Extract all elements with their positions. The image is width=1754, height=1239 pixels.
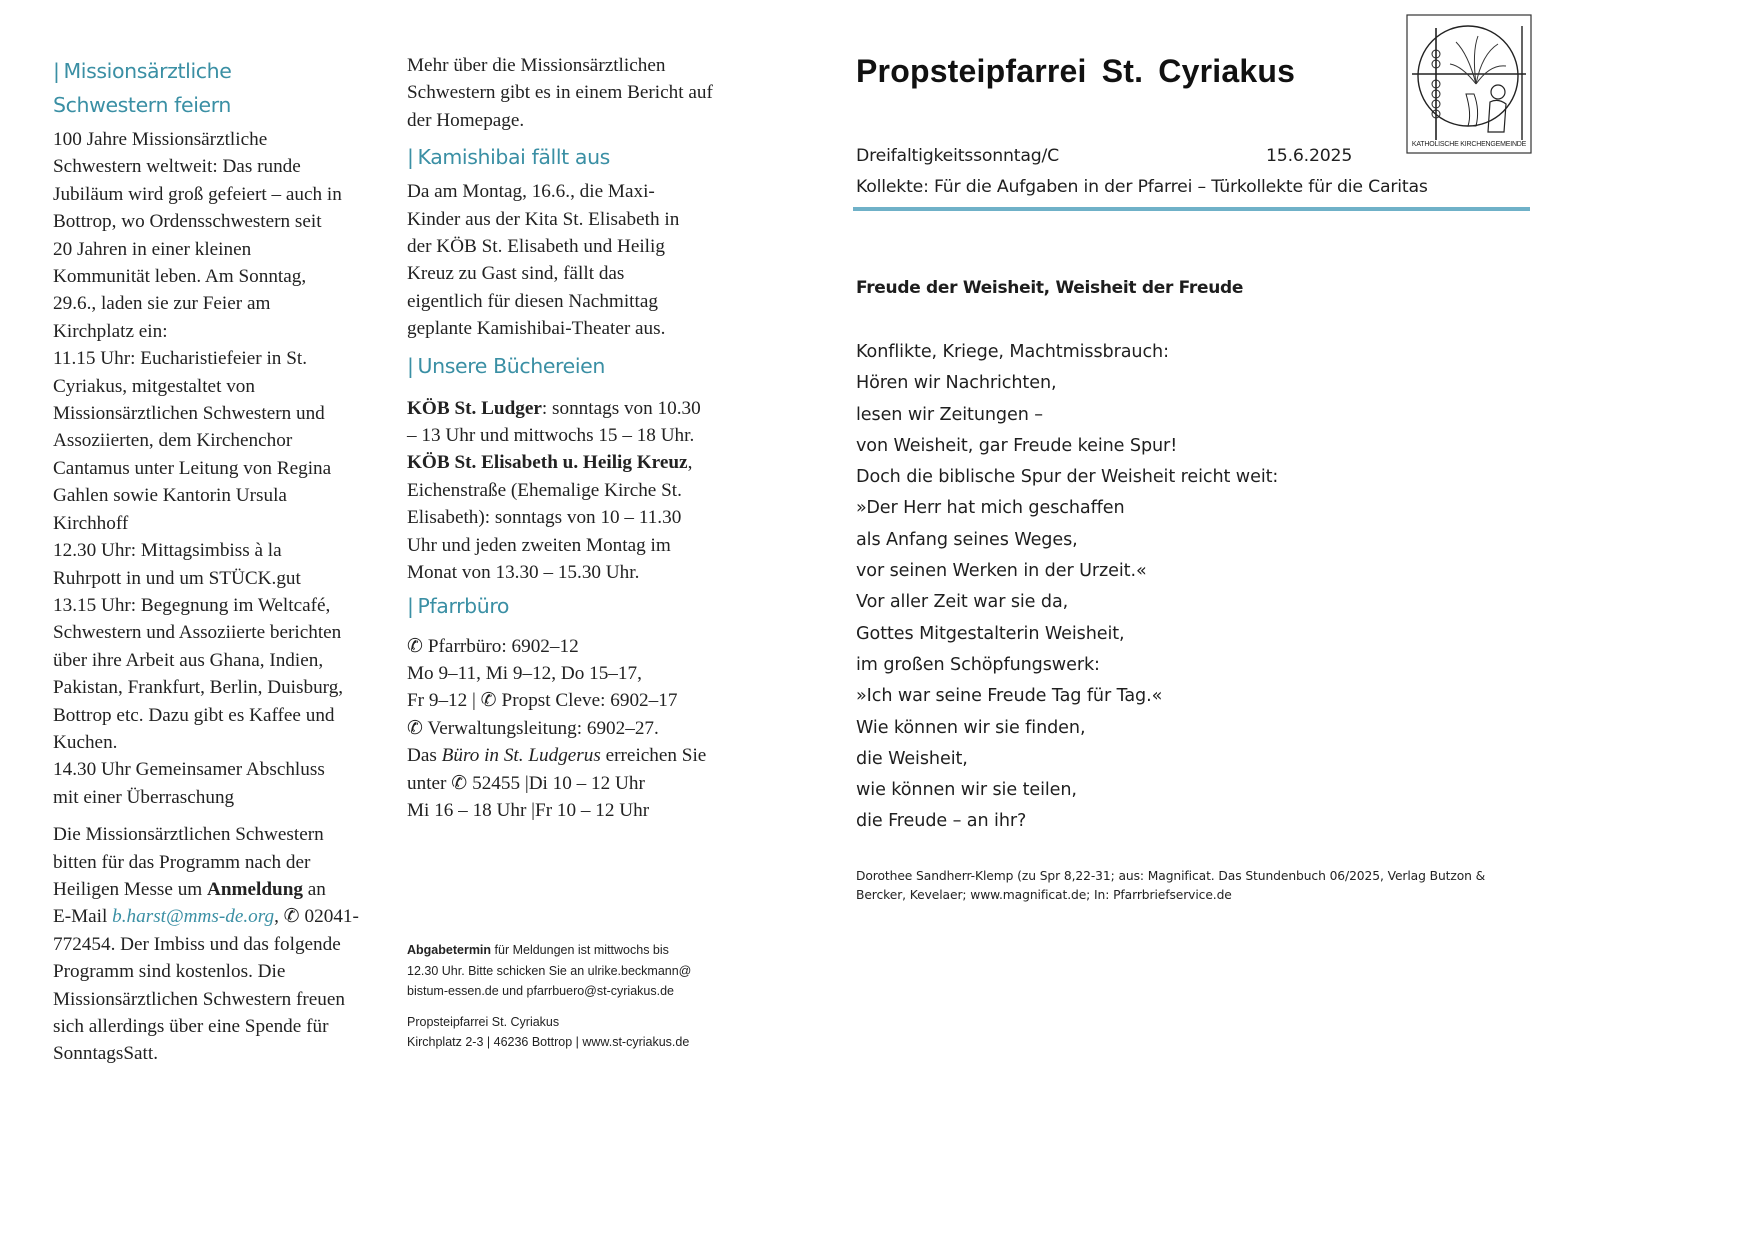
sunday-name: Dreifaltigkeitssonntag/C: [856, 146, 1059, 166]
parish-logo: [1406, 14, 1532, 154]
poem-title: Freude der Weisheit, Weisheit der Freude: [856, 278, 1244, 298]
parish-logo-icon: [1406, 14, 1532, 154]
heading-kamishibai: | Kamishibai fällt aus: [407, 145, 610, 170]
poem: Konflikte, Kriege, Machtmissbrauch: Hören wir Nachrichten, lesen wir Zeitungen – von Weisheit, gar Freude keine Spur! Doch die biblische Spur der Weisheit reicht weit: »Der Herr hat mich geschaffen als Anfang seines Weges, vor seinen Werken in der Urzeit.« Vor aller Zeit war sie da, Gottes Mitgestalterin Weisheit, im großen Schöpfungswerk: »Ich war seine Freude Tag für Tag.« Wie können wir sie finden, die Weisheit, wie können wir sie teilen, die Freude – an ihr?: [856, 342, 1279, 832]
heading-pfarrbuero: | Pfarrbüro: [407, 593, 510, 618]
poem-credit: Dorothee Sandherr-Klemp (zu Spr 8,22-31; aus: Magnificat. Das Stundenbuch 06/2025, Verlag Butzon & Bercker, Kevelaer; www.magnificat.de; In: Pfarrbriefservice.de: [856, 869, 1486, 902]
collection-note: Kollekte: Für die Aufgaben in der Pfarrei – Türkollekte für die Caritas: [856, 177, 1428, 197]
service-info: [856, 141, 1496, 203]
column-news: [407, 52, 729, 824]
footer-org: Propsteipfarrei St. Cyriakus: [407, 1014, 560, 1029]
page-title: Propsteipfarrei St. Cyriakus: [856, 53, 1296, 89]
pfarrbuero-body: ✆ Pfarrbüro: 6902–12 Mo 9–11, Mi 9–12, Do 15–17, Fr 9–12 | ✆ Propst Cleve: 6902–17 ✆ Verwaltungsleitung: 6902–27. Das Büro in St. Ludgerus erreichen Sie unter ✆ 52455 |Di 10 – 12 Uhr Mi 16 – 18 Uhr |Fr 10 – 12 Uhr: [407, 635, 707, 821]
footer-info: Abgabetermin für Meldungen ist mittwochs bis 12.30 Uhr. Bitte schicken Sie an ulrike.beckmann@ bistum-essen.de und pfarrbuero@st-cyriakus.de Propsteipfarrei St. Cyriakus Kirchplatz 2-3 | 46236 Bottrop | www.st-cyriakus.de: [407, 940, 737, 1053]
service-date: 15.6.2025: [1266, 146, 1353, 166]
kamishibai-body: Da am Montag, 16.6., die Maxi- Kinder aus der Kita St. Elisabeth in der KÖB St. Elisabeth und Heilig Kreuz zu Gast sind, fällt das eigentlich für diesen Nachmittag geplante Kamishibai-Theater aus.: [407, 181, 680, 340]
header-divider: [853, 207, 1530, 211]
missionsaerztliche-body: 100 Jahre Missionsärztliche Schwestern weltweit: Das runde Jubiläum wird groß gefeiert – auch in Bottrop, wo Ordensschwestern seit 20 Jahren in einer kleinen Kommunität leben. Am Sonntag, 29.6., laden sie zur Feier am Kirchplatz ein: 11.15 Uhr: Eucharistiefeier in St. Cyriakus, mitgestaltet von Missionsärztlichen Schwestern und Assoziierten, dem Kirchenchor Cantamus unter Leitung von Regina Gahlen sowie Kantorin Ursula Kirchhoff 12.30 Uhr: Mittagsimbiss à la Ruhrpott in und um STÜCK.gut 13.15 Uhr: Begegnung im Weltcafé, Schwestern und Assoziierte berichten über ihre Arbeit aus Ghana, Indien, Pakistan, Frankfurt, Berlin, Duisburg, Bottrop etc. Dazu gibt es Kaffee und Kuchen. 14.30 Uhr Gemeinsamer Abschluss mit einer Überraschung: [53, 129, 344, 808]
logo-caption: KATHOLISCHE KIRCHENGEMEINDE: [1411, 141, 1527, 148]
anmeldung-paragraph: Die Missionsärztlichen Schwestern bitten für das Programm nach der Heiligen Messe um Anmeldung an E-Mail b.harst@mms-de.org, ✆ 02041- 772454. Der Imbiss und das folgende Programm sind kostenlos. Die Missionsärztlichen Schwestern freuen sich allerdings über eine Spende für SonntagsSatt.: [53, 824, 359, 1065]
homepage-note: Mehr über die Missionsärztlichen Schwestern gibt es in einem Bericht auf der Homepage.: [407, 55, 713, 131]
buechereien-body: KÖB St. Ludger: sonntags von 10.30 – 13 Uhr und mittwochs 15 – 18 Uhr. KÖB St. Elisabeth u. Heilig Kreuz, Eichenstraße (Ehemalige Kirche St. Elisabeth): sonntags von 10 – 11.30 Uhr und jeden zweiten Montag im Monat von 13.30 – 15.30 Uhr.: [407, 397, 701, 584]
column-missionsaerztliche: [53, 54, 371, 1068]
deadline-note: Abgabetermin für Meldungen ist mittwochs bis: [407, 943, 669, 957]
footer-address: Kirchplatz 2-3 | 46236 Bottrop | www.st-cyriakus.de: [407, 1035, 690, 1049]
heading-buechereien: | Unsere Büchereien: [407, 353, 605, 378]
email-link[interactable]: b.harst@mms-de.org: [112, 906, 275, 928]
heading-missionsaerztliche: | Missionsärztliche Schwestern feiern: [53, 59, 232, 117]
